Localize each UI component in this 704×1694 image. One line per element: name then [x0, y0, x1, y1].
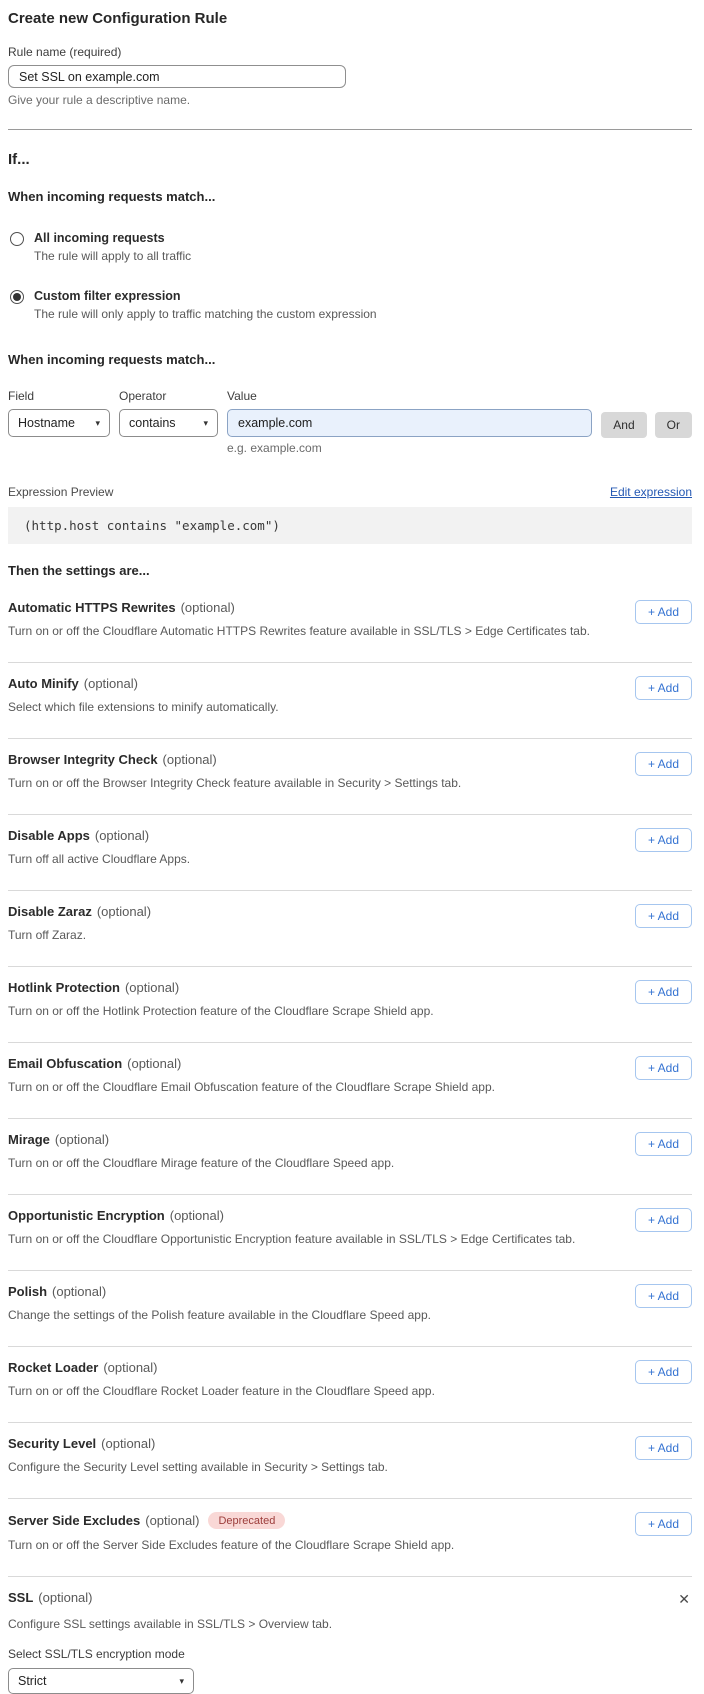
setting-row [8, 1043, 692, 1119]
setting-title: Auto Minify [8, 676, 79, 691]
setting-description: Turn on or off the Browser Integrity Check feature available in Security > Settings tab. [8, 776, 462, 790]
and-button[interactable]: And [601, 412, 646, 438]
expression-preview-header [8, 485, 692, 499]
radio-icon-selected[interactable] [10, 290, 24, 304]
chevron-down-icon: ▾ [203, 417, 208, 428]
chevron-down-icon: ▾ [95, 417, 100, 428]
add-button[interactable]: + Add [635, 904, 692, 928]
setting-title: Disable Apps [8, 828, 90, 843]
setting-description: Turn on or off the Server Side Excludes feature of the Cloudflare Scrape Shield app. [8, 1538, 455, 1552]
radio-label: All incoming requests [34, 231, 165, 245]
setting-optional-suffix: (optional) [94, 828, 150, 843]
field-select-value: Hostname [18, 416, 75, 430]
value-helper: e.g. example.com [227, 441, 322, 455]
setting-optional-suffix: (optional) [101, 1436, 156, 1451]
add-button[interactable]: + Add [635, 752, 692, 776]
expression-preview-label: Expression Preview [8, 485, 114, 499]
setting-description: Change the settings of the Polish feature available in the Cloudflare Speed app. [8, 1308, 431, 1322]
radio-label: Custom filter expression [34, 289, 181, 303]
setting-description: Turn on or off the Cloudflare Automatic HTTPS Rewrites feature available in SSL/TLS > Edge Certificates tab. [8, 624, 590, 638]
setting-row [8, 815, 692, 891]
setting-title: Browser Integrity Check [8, 752, 158, 767]
setting-optional-suffix: (optional) [96, 904, 152, 919]
settings-heading: Then the settings are... [8, 563, 150, 578]
add-button[interactable]: + Add [635, 600, 692, 624]
setting-row [8, 891, 692, 967]
edit-expression-link[interactable]: Edit expression [609, 485, 692, 499]
setting-description: Turn on or off the Cloudflare Rocket Loader feature in the Cloudflare Speed app. [8, 1384, 435, 1398]
setting-row [8, 663, 692, 739]
expression-builder-heading: When incoming requests match... [8, 352, 216, 367]
radio-icon[interactable] [10, 232, 24, 246]
request-match-radio-group [8, 231, 692, 321]
setting-row [8, 587, 692, 663]
setting-row [8, 967, 692, 1043]
add-button[interactable]: + Add [635, 1360, 692, 1384]
add-button[interactable]: + Add [635, 828, 692, 852]
rule-name-label: Rule name (required) [8, 45, 122, 59]
page-title: Create new Configuration Rule [8, 10, 228, 27]
setting-optional-suffix: (optional) [145, 1513, 200, 1528]
ssl-setting-title: SSL [8, 1590, 34, 1605]
radio-description: The rule will only apply to traffic matching the custom expression [34, 307, 377, 321]
setting-optional-suffix: (optional) [127, 1056, 182, 1071]
radio-option-all-incoming-requests[interactable] [8, 231, 692, 263]
add-button[interactable]: + Add [635, 1512, 692, 1536]
setting-title: Mirage [8, 1132, 50, 1147]
operator-label: Operator [119, 389, 167, 403]
rule-name-section [8, 45, 692, 107]
setting-title: Server Side Excludes [8, 1513, 141, 1528]
value-label: Value [227, 389, 257, 403]
setting-description: Configure the Security Level setting available in Security > Settings tab. [8, 1460, 388, 1474]
setting-optional-suffix: (optional) [169, 1208, 224, 1223]
setting-description: Turn on or off the Cloudflare Opportunistic Encryption feature available in SSL/TLS > Edge Certificates tab. [8, 1232, 576, 1246]
ssl-optional-suffix: (optional) [38, 1590, 93, 1605]
setting-title: Rocket Loader [8, 1360, 99, 1375]
setting-description: Turn on or off the Cloudflare Mirage feature of the Cloudflare Speed app. [8, 1156, 395, 1170]
add-button[interactable]: + Add [635, 1284, 692, 1308]
if-heading: If... [8, 151, 30, 168]
setting-row [8, 1347, 692, 1423]
field-select[interactable] [8, 409, 110, 437]
or-button[interactable]: Or [655, 412, 692, 438]
ssl-setting-section [8, 1577, 692, 1694]
setting-row [8, 1119, 692, 1195]
deprecated-badge: Deprecated [208, 1512, 285, 1529]
ssl-setting-description: Configure SSL settings available in SSL/TLS > Overview tab. [8, 1617, 333, 1631]
radio-description: The rule will apply to all traffic [34, 249, 192, 263]
setting-title: Hotlink Protection [8, 980, 120, 995]
setting-optional-suffix: (optional) [52, 1284, 107, 1299]
close-icon[interactable]: ✕ [678, 1591, 690, 1607]
setting-title: Polish [8, 1284, 48, 1299]
expression-preview-code: (http.host contains "example.com") [8, 507, 692, 544]
setting-row [8, 1499, 692, 1577]
add-button[interactable]: + Add [635, 980, 692, 1004]
setting-optional-suffix: (optional) [54, 1132, 110, 1147]
setting-row [8, 739, 692, 815]
setting-description: Select which file extensions to minify automatically. [8, 700, 279, 714]
setting-title: Automatic HTTPS Rewrites [8, 600, 176, 615]
section-divider [8, 129, 692, 130]
setting-optional-suffix: (optional) [162, 752, 217, 767]
setting-optional-suffix: (optional) [83, 676, 138, 691]
expression-builder-row [8, 389, 692, 455]
setting-title: Disable Zaraz [8, 904, 92, 919]
match-heading: When incoming requests match... [8, 189, 216, 204]
rule-name-input[interactable]: Set SSL on example.com [8, 65, 346, 88]
radio-option-custom-filter-expression[interactable] [8, 289, 692, 321]
add-button[interactable]: + Add [635, 1208, 692, 1232]
settings-list [8, 587, 692, 1577]
add-button[interactable]: + Add [635, 1056, 692, 1080]
ssl-mode-select-value: Strict [18, 1674, 47, 1688]
rule-name-helper: Give your rule a descriptive name. [8, 93, 191, 107]
operator-select-value: contains [129, 416, 176, 430]
add-button[interactable]: + Add [635, 1132, 692, 1156]
setting-optional-suffix: (optional) [124, 980, 180, 995]
setting-title: Email Obfuscation [8, 1056, 123, 1071]
setting-description: Turn on or off the Hotlink Protection feature of the Cloudflare Scrape Shield app. [8, 1004, 434, 1018]
setting-title: Security Level [8, 1436, 97, 1451]
setting-row [8, 1195, 692, 1271]
add-button[interactable]: + Add [635, 1436, 692, 1460]
setting-row [8, 1271, 692, 1347]
setting-row [8, 1423, 692, 1499]
value-input[interactable]: example.com [227, 409, 592, 437]
setting-optional-suffix: (optional) [103, 1360, 158, 1375]
operator-select[interactable] [119, 409, 218, 437]
setting-description: Turn on or off the Cloudflare Email Obfuscation feature of the Cloudflare Scrape Shield app. [8, 1080, 495, 1094]
ssl-mode-select[interactable] [8, 1668, 194, 1694]
chevron-down-icon: ▾ [179, 1675, 184, 1686]
setting-title: Opportunistic Encryption [8, 1208, 165, 1223]
setting-description: Turn off all active Cloudflare Apps. [8, 852, 191, 866]
setting-optional-suffix: (optional) [180, 600, 235, 615]
ssl-mode-label: Select SSL/TLS encryption mode [8, 1647, 185, 1661]
setting-description: Turn off Zaraz. [8, 928, 87, 942]
add-button[interactable]: + Add [635, 676, 692, 700]
field-label: Field [8, 389, 35, 403]
